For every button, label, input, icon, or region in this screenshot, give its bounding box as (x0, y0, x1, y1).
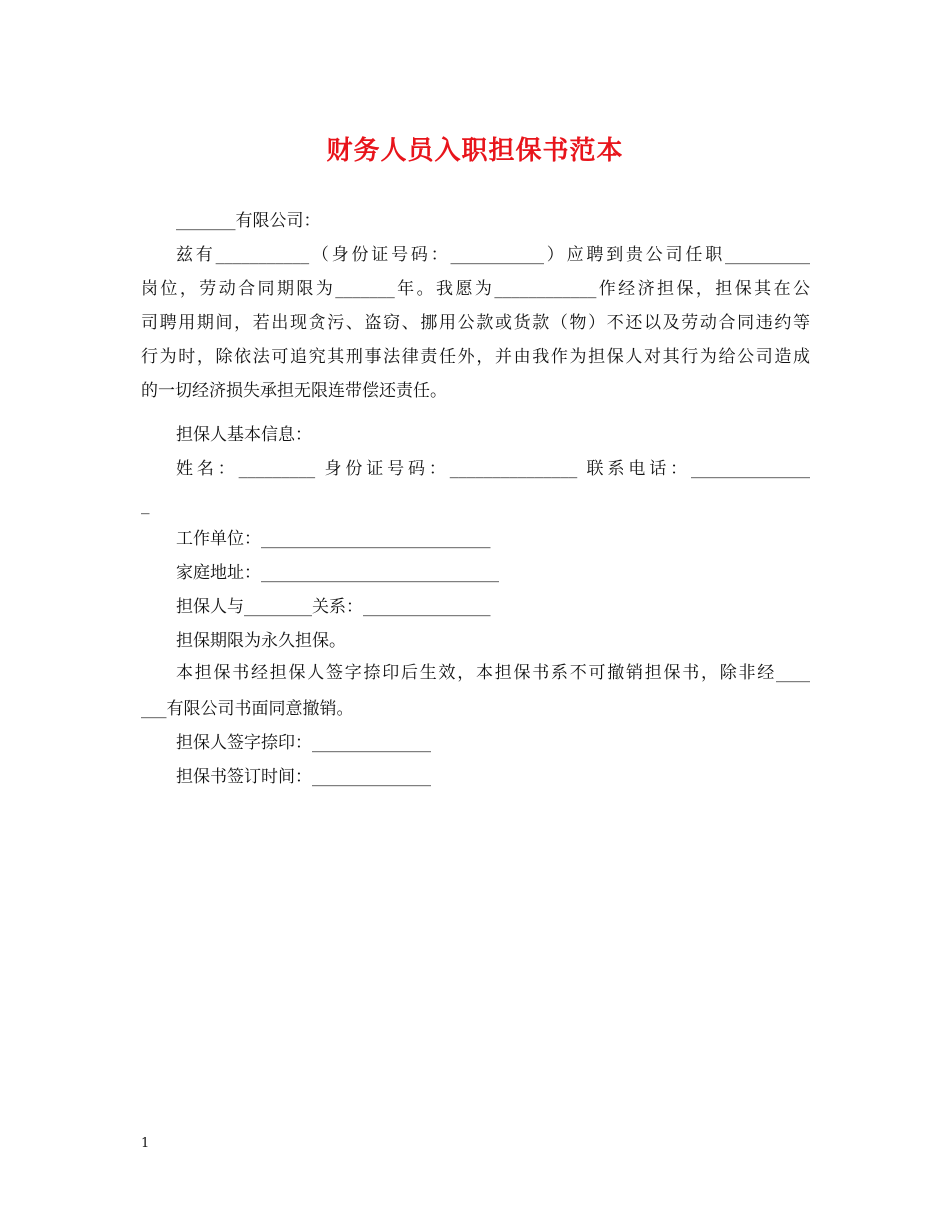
validity-line-1: 本担保书经担保人签字捺印后生效，本担保书系不可撤销担保书，除非经____ (176, 663, 810, 683)
signature-field: 担保人签字捺印：______________ (176, 733, 431, 753)
guarantor-info-overflow: _ (141, 495, 150, 515)
guarantee-term: 担保期限为永久担保。 (176, 631, 346, 651)
body-line-3: 司聘用期间，若出现贪污、盗窃、挪用公款或货款（物）不还以及劳动合同违约等 (141, 313, 810, 333)
body-line-4: 行为时，除依法可追究其刑事法律责任外，并由我作为担保人对其行为给公司造成 (141, 347, 810, 367)
sign-date-field: 担保书签订时间：______________ (176, 767, 431, 787)
work-unit-field: 工作单位：___________________________ (176, 529, 491, 549)
relationship-field: 担保人与________关系：_______________ (176, 597, 491, 617)
guarantor-heading: 担保人基本信息： (176, 425, 312, 445)
salutation: _______有限公司： (176, 211, 321, 231)
validity-line-2: ___有限公司书面同意撤销。 (141, 699, 354, 719)
body-line-2: 岗位，劳动合同期限为_______年。我愿为____________作经济担保，担保其在公 (141, 279, 810, 299)
body-line-1: 兹有___________（身份证号码：___________）应聘到贵公司任职__________ (176, 245, 810, 265)
body-line-5: 的一切经济损失承担无限连带偿还责任。 (141, 381, 447, 401)
guarantor-info-line: 姓名：_________ 身份证号码：_______________ 联系电话：______________ (176, 459, 810, 479)
document-title: 财务人员入职担保书范本 (326, 136, 624, 166)
home-address-field: 家庭地址：____________________________ (176, 563, 499, 583)
page-number: 1 (141, 1136, 150, 1151)
